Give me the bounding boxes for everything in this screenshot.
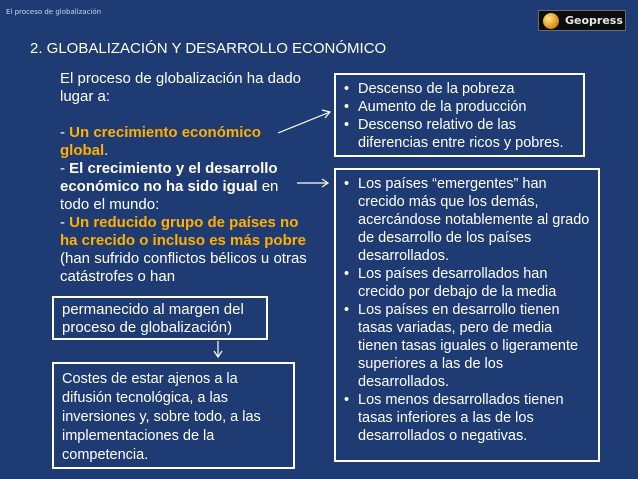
uneven-growth-highlight: El crecimiento y el desarrollo económico no ha sido igual [60, 160, 278, 195]
bullet-icon: • [344, 302, 350, 318]
bullet-icon: • [344, 392, 350, 408]
list-item: • Los países desarrollados han crecido por debajo de la media [344, 266, 557, 300]
list-item: • Los países en desarrollo tienen tasas variadas, pero de media tienen tasas iguales o ligeramente superiores a las de los desarrollados. [344, 302, 579, 390]
bullet-icon: • [344, 176, 350, 192]
bullet-icon: • [344, 117, 350, 133]
item-uneven-growth: - El crecimiento y el desarrollo económico no ha sido igual en todo el mundo: [60, 160, 279, 213]
logo-text: Geopress [565, 14, 623, 27]
bullet-icon: • [344, 266, 350, 282]
poor-countries-highlight: Un reducido grupo de países no ha crecido o incluso es más pobre [60, 214, 306, 249]
intro-text: El proceso de globalización ha dado lugar a: [60, 70, 302, 105]
list-item: • Descenso de la pobreza [344, 81, 515, 97]
list-item: • Descenso relativo de las diferencias entre ricos y pobres. [344, 117, 564, 151]
margin-box-text: permanecido al margen del proceso de globalización) [62, 301, 244, 336]
item-poor-countries: - Un reducido grupo de países no ha crecido o incluso es más pobre (han sufrido conflictos bélicos u otras catástrofes o han [60, 214, 307, 285]
list-item: • Aumento de la producción [344, 99, 527, 115]
bullet-icon: • [344, 99, 350, 115]
bullet-icon: • [344, 81, 350, 97]
arrow-to-growth-effects [278, 112, 330, 133]
slide-title: 2. GLOBALIZACIÓN Y DESARROLLO ECONÓMICO [30, 40, 387, 57]
top-label: El proceso de globalización [6, 8, 102, 16]
list-item: • Los países “emergentes” han crecido más que los demás, acercándose notablemente al grado de desarrollo de los países desarrollados. [344, 176, 590, 264]
global-growth-highlight: Un crecimiento económico global [60, 124, 261, 159]
costs-box-text: Costes de estar ajenos a la difusión tecnológica, a las inversiones y, sobre todo, a las implementaciones de la competencia. [62, 371, 261, 463]
item-global-growth: - Un crecimiento económico global. [60, 124, 261, 159]
list-item: • Los menos desarrollados tienen tasas inferiores a las de los desarrollados o negativas. [344, 392, 564, 444]
